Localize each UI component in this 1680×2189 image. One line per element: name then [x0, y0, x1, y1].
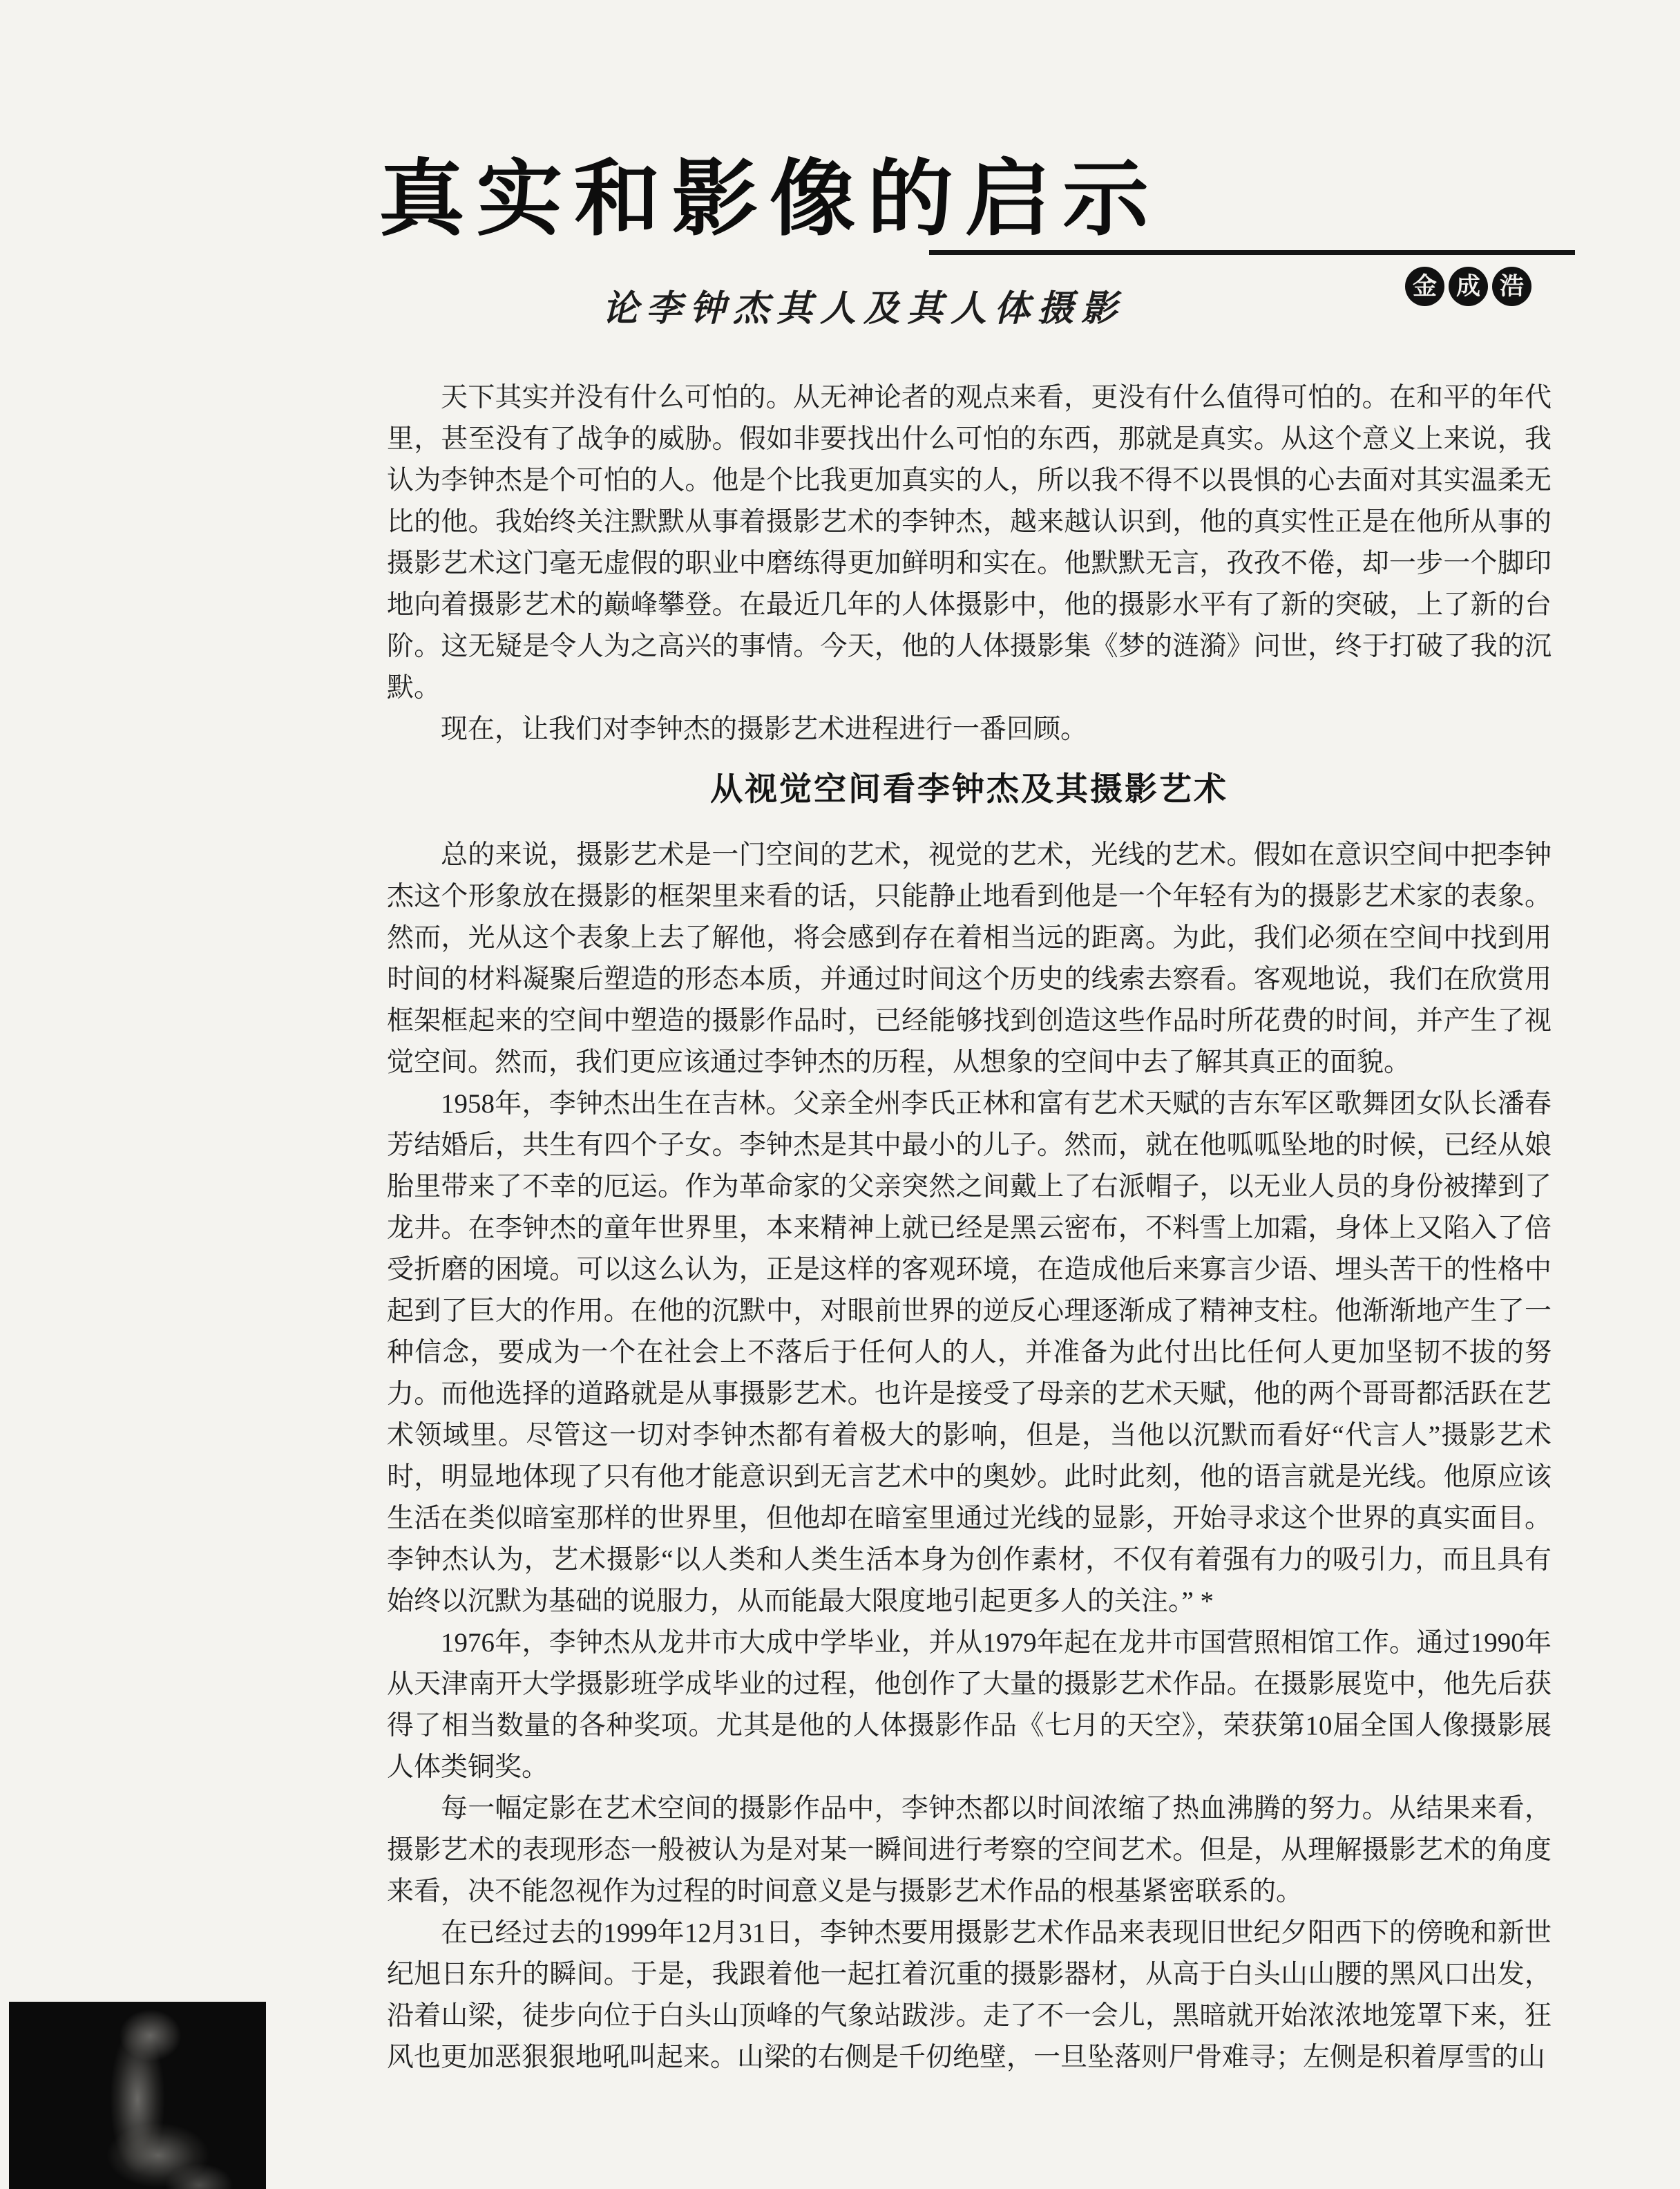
paragraph: 1976年，李钟杰从龙井市大成中学毕业，并从1979年起在龙井市国营照相馆工作。通过1990年从天津南开大学摄影班学成毕业的过程，他创作了大量的摄影艺术作品。在摄影展览中，他先后获得了相当数量的各种奖项。尤其是他的人体摄影作品《七月的天空》，荣获第10届全国人像摄影展人体类铜奖。 [387, 1628, 1552, 1782]
author-seal [1405, 267, 1531, 306]
body-paragraphs [387, 835, 1552, 2078]
intro-paragraphs [387, 377, 1552, 750]
article-body [387, 377, 1552, 2078]
paragraph: 总的来说，摄影艺术是一门空间的艺术，视觉的艺术，光线的艺术。假如在意识空间中把李钟杰这个形象放在摄影的框架里来看的话，只能静止地看到他是一个年轻有为的摄影艺术家的表象。然而，光从这个表象上去了解他，将会感到存在着相当远的距离。为此，我们必须在空间中找到用时间的材料凝聚后塑造的形态本质，并通过时间这个历史的线索去察看。客观地说，我们在欣赏用框架框起来的空间中塑造的摄影作品时，已经能够找到创造这些作品时所花费的时间，并产生了视觉空间。然而，我们更应该通过李钟杰的历程，从想象的空间中去了解其真正的面貌。 [387, 840, 1552, 1077]
article-subtitle: 论李钟杰其人及其人体摄影 [602, 287, 1125, 330]
paragraph: 每一幅定影在艺术空间的摄影作品中，李钟杰都以时间浓缩了热血沸腾的努力。从结果来看，摄影艺术的表现形态一般被认为是对某一瞬间进行考察的空间艺术。但是，从理解摄影艺术的角度来看，决不能忽视作为过程的时间意义是与摄影艺术作品的根基紧密联系的。 [387, 1794, 1552, 1906]
paragraph: 天下其实并没有什么可怕的。从无神论者的观点来看，更没有什么值得可怕的。在和平的年代里，甚至没有了战争的威胁。假如非要找出什么可怕的东西，那就是真实。从这个意义上来说，我认为李钟杰是个可怕的人。他是个比我更加真实的人，所以我不得不以畏惧的心去面对其实温柔无比的他。我始终关注默默从事着摄影艺术的李钟杰，越来越认识到，他的真实性正是在他所从事的摄影艺术这门毫无虚假的职业中磨练得更加鲜明和实在。他默默无言，孜孜不倦，却一步一个脚印地向着摄影艺术的巅峰攀登。在最近几年的人体摄影中，他的摄影水平有了新的突破，上了新的台阶。这无疑是令人为之高兴的事情。今天，他的人体摄影集《梦的涟漪》问世，终于打破了我的沉默。 [387, 383, 1552, 703]
seal-char-1: 金 [1405, 267, 1444, 306]
paragraph: 在已经过去的1999年12月31日，李钟杰要用摄影艺术作品来表现旧世纪夕阳西下的傍晚和新世纪旭日东升的瞬间。于是，我跟着他一起扛着沉重的摄影器材，从高于白头山山腰的黑风口出发，沿着山梁，徒步向位于白头山顶峰的气象站跋涉。走了不一会儿，黑暗就开始浓浓地笼罩下来，狂风也更加恶狠狠地吼叫起来。山梁的右侧是千仞绝壁，一旦坠落则尸骨难寻；左侧是积着厚雪的山 [387, 1918, 1552, 2072]
seal-char-2: 成 [1449, 267, 1488, 306]
title-underline [929, 250, 1575, 255]
paragraph: 1958年，李钟杰出生在吉林。父亲全州李氏正林和富有艺术天赋的吉东军区歌舞团女队长潘春芳结婚后，共生有四个子女。李钟杰是其中最小的儿子。然而，就在他呱呱坠地的时候，已经从娘胎里带来了不幸的厄运。作为革命家的父亲突然之间戴上了右派帽子，以无业人员的身份被撵到了龙井。在李钟杰的童年世界里，本来精神上就已经是黑云密布，不料雪上加霜，身体上又陷入了倍受折磨的困境。可以这么认为，正是这样的客观环境，在造成他后来寡言少语、埋头苦干的性格中起到了巨大的作用。在他的沉默中，对眼前世界的逆反心理逐渐成了精神支柱。他渐渐地产生了一种信念，要成为一个在社会上不落后于任何人的人，并准备为此付出比任何人更加坚韧不拔的努力。而他选择的道路就是从事摄影艺术。也许是接受了母亲的艺术天赋，他的两个哥哥都活跃在艺术领域里。尽管这一切对李钟杰都有着极大的影响，但是，当他以沉默而看好“代言人”摄影艺术时，明显地体现了只有他才能意识到无言艺术中的奥妙。此时此刻，他的语言就是光线。他原应该生活在类似暗室那样的世界里，但他却在暗室里通过光线的显影，开始寻求这个世界的真实面目。李钟杰认为，艺术摄影“以人类和人类生活本身为创作素材，不仅有着强有力的吸引力，而且具有始终以沉默为基础的说服力，从而能最大限度地引起更多人的关注。” * [387, 1089, 1552, 1616]
paragraph: 现在，让我们对李钟杰的摄影艺术进程进行一番回顾。 [441, 714, 1088, 744]
article-title: 真实和影像的启示 [379, 153, 1161, 245]
section-heading: 从视觉空间看李钟杰及其摄影艺术 [710, 770, 1228, 807]
nude-photo-thumbnail [9, 2002, 266, 2189]
seal-char-3: 浩 [1492, 267, 1531, 306]
